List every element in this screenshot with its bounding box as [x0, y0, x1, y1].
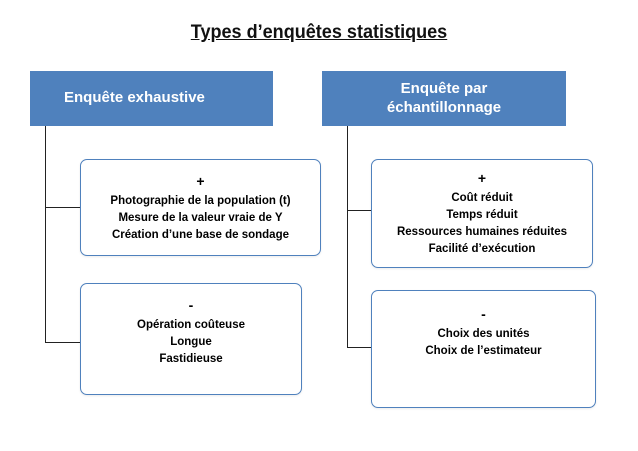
card-line: Temps réduit	[446, 209, 518, 221]
card-line: Choix des unités	[437, 328, 530, 340]
connector-left-vertical	[45, 126, 46, 342]
header-exhaustive-label: Enquête exhaustive	[64, 89, 205, 107]
connector-right-vertical	[347, 126, 348, 348]
card-echantillonnage-advantages	[371, 159, 593, 268]
plus-sign: +	[477, 170, 487, 186]
card-line: Mesure de la valeur vraie de Y	[118, 212, 283, 224]
plus-sign: +	[196, 173, 205, 189]
card-echantillonnage-disadvantages	[371, 290, 596, 408]
card-line: Opération coûteuse	[137, 319, 245, 331]
header-exhaustive	[30, 71, 273, 126]
card-exhaustive-advantages	[80, 159, 321, 256]
card-line: Création d’une base de sondage	[111, 229, 289, 241]
header-echantillonnage-line: Enquête par	[400, 79, 488, 97]
card-line: Coût réduit	[451, 192, 513, 204]
diagram-title: Types d’enquêtes statistiques	[190, 22, 448, 43]
connector-right-to-disadvantages	[347, 347, 371, 348]
card-line: Ressources humaines réduites	[396, 226, 567, 238]
card-exhaustive-disadvantages	[80, 283, 302, 395]
minus-sign: -	[481, 306, 486, 322]
connector-right-to-advantages	[347, 210, 371, 211]
minus-sign: -	[188, 297, 194, 313]
header-echantillonnage	[322, 71, 566, 126]
connector-left-to-advantages	[45, 207, 80, 208]
connector-left-to-disadvantages	[45, 342, 80, 343]
card-line: Photographie de la population (t)	[110, 195, 291, 207]
header-echantillonnage-line: échantillonnage	[386, 98, 502, 116]
card-line: Longue	[170, 336, 212, 348]
card-line: Fastidieuse	[159, 353, 223, 365]
card-line: Facilité d’exécution	[428, 243, 536, 255]
card-line: Choix de l’estimateur	[425, 345, 542, 357]
